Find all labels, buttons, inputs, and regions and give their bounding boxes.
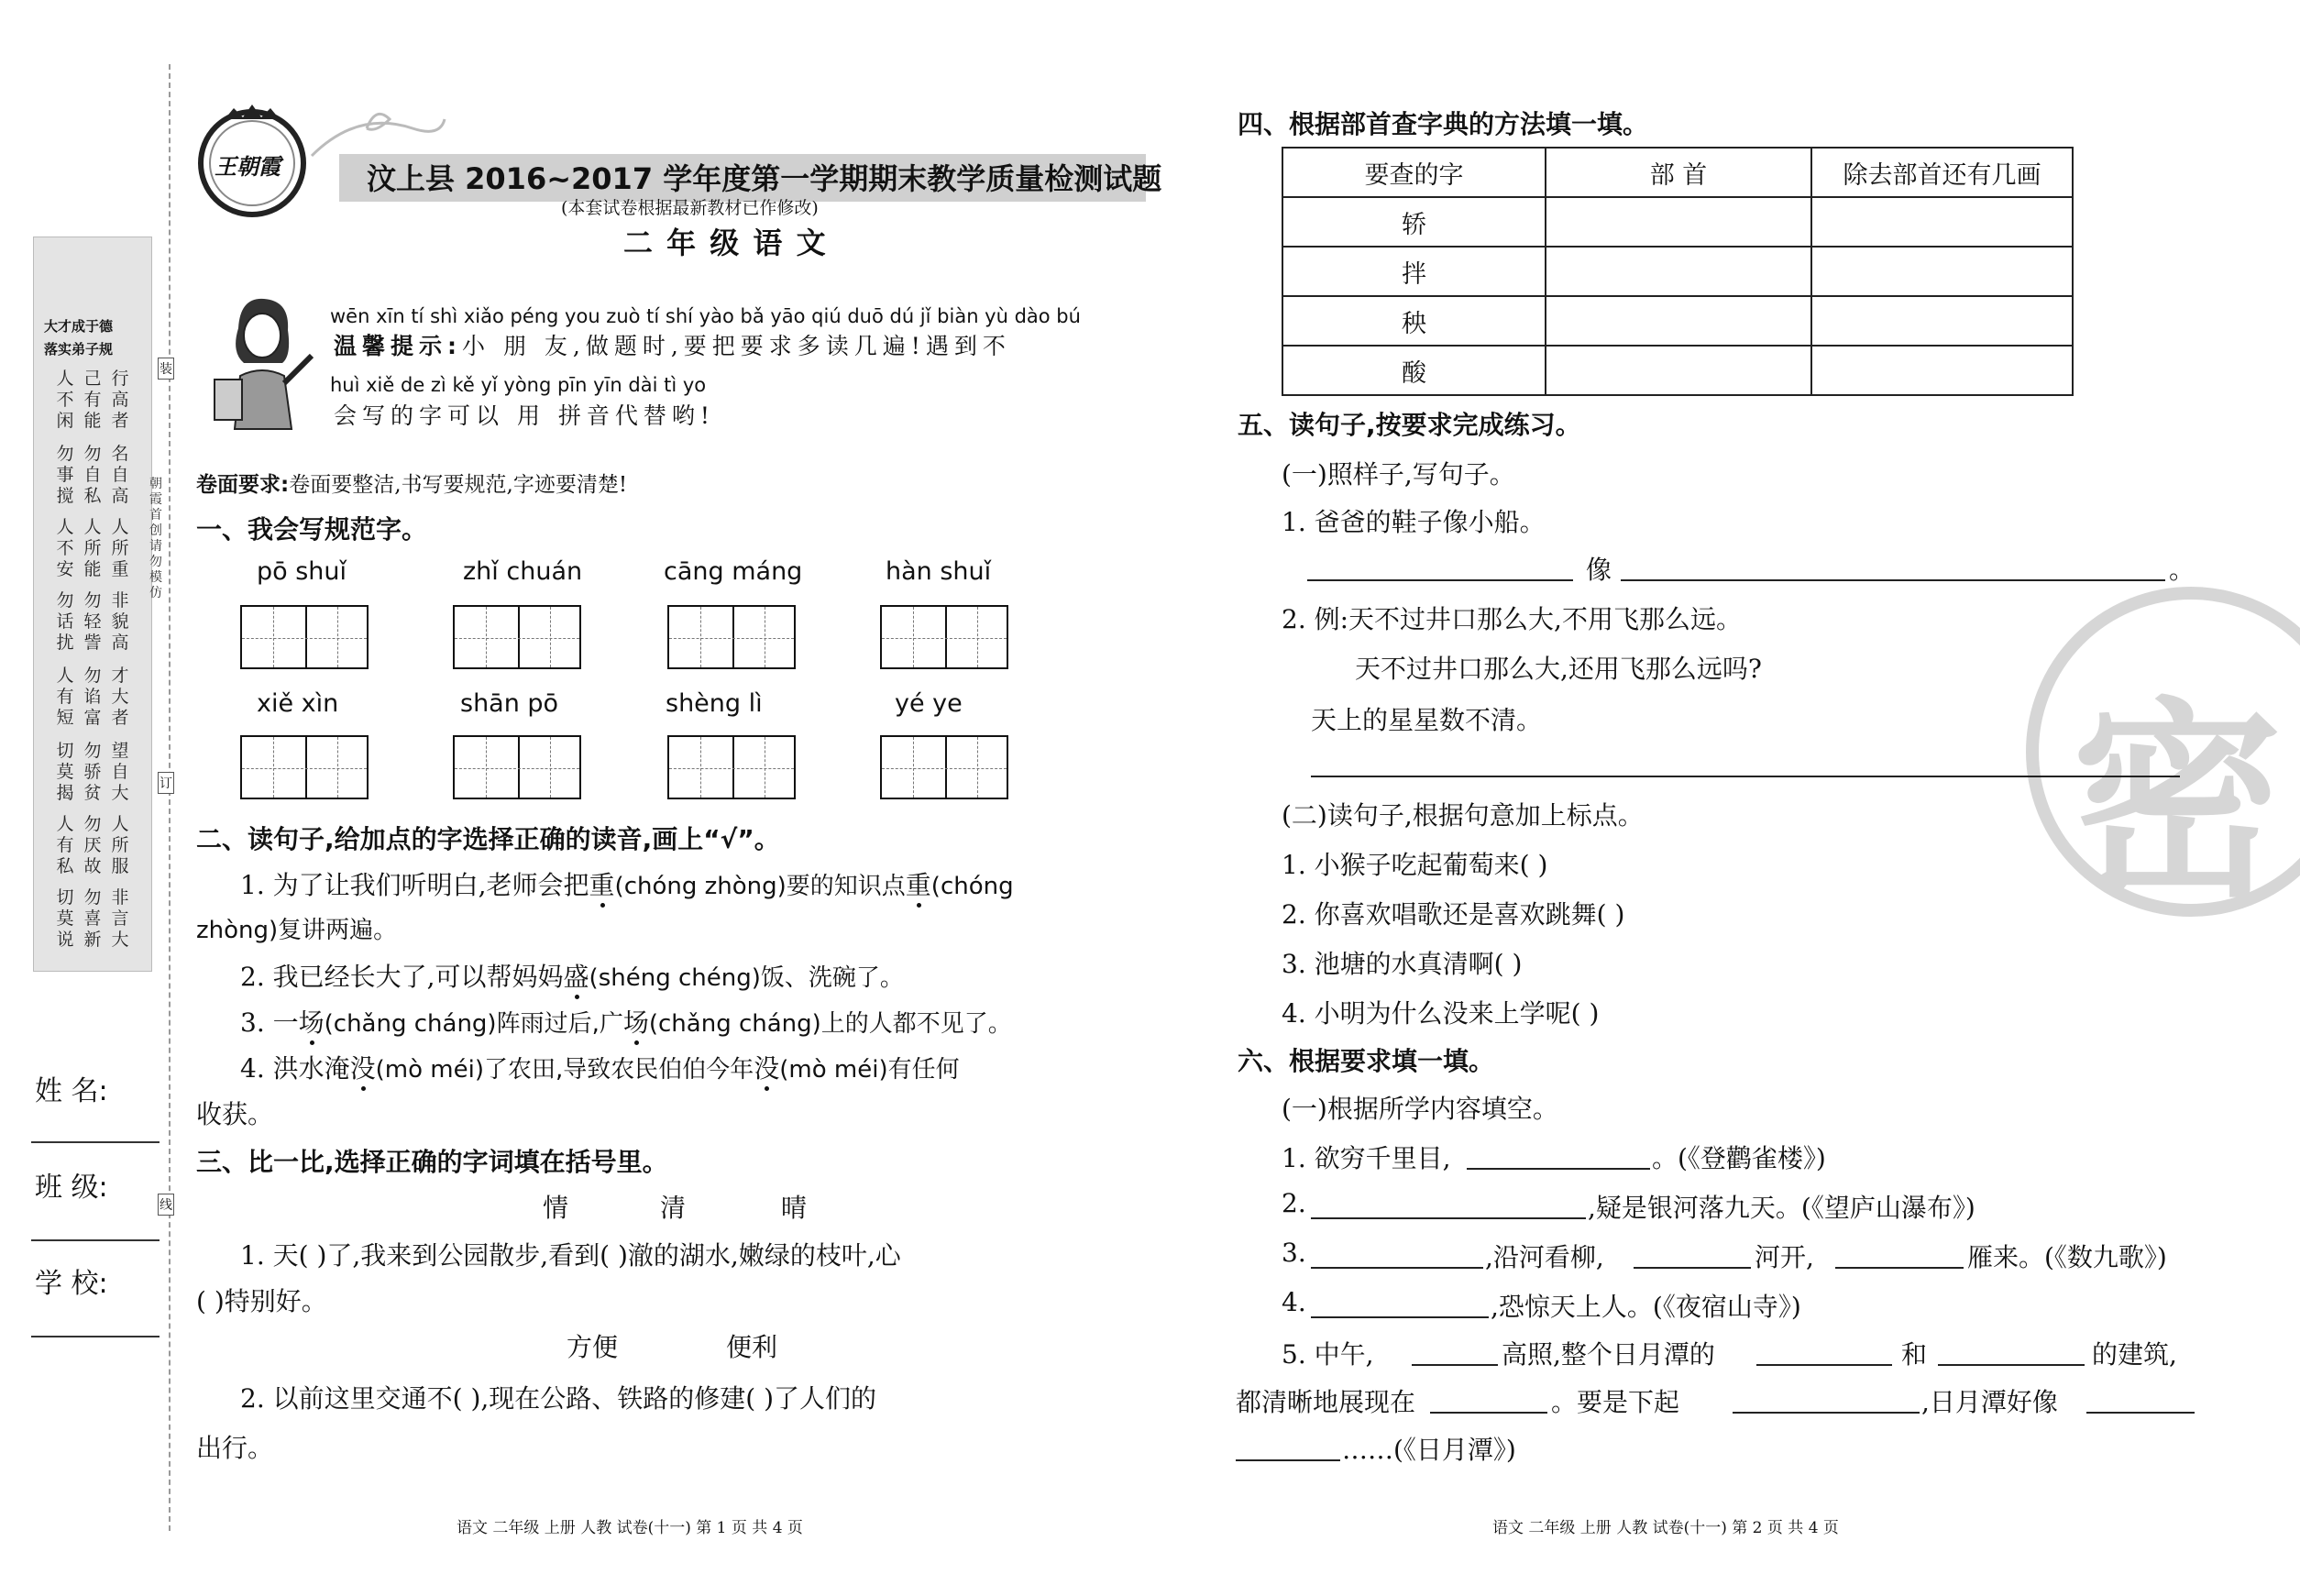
q5-part-1: (一)照样子,写句子。	[1282, 459, 1515, 490]
dotted-char: 场	[298, 1007, 325, 1038]
writing-grid[interactable]	[880, 735, 1008, 799]
dotted-char: 重	[905, 870, 931, 900]
tip-pinyin-1: wēn xīn tí shì xiǎo péng you zuò tí shí yào bǎ yāo qiú duō dú jǐ biàn yù dào bú	[330, 305, 1081, 327]
q5-period: 。	[2169, 555, 2195, 585]
school-label: 学 校:	[35, 1268, 108, 1300]
motto-col: 勿喜新	[83, 887, 102, 950]
dotted-char: 盛	[563, 962, 589, 992]
answer-line[interactable]	[1307, 579, 1573, 581]
binding-mark-top: 装	[158, 358, 174, 380]
q1-pinyin: pō shuǐ	[257, 557, 347, 586]
motto-col: 才大者	[111, 666, 129, 728]
q2-sentence-4: 4. 洪水淹没(mò méi)了农田,导致农民伯伯今年没(mò méi)有任何	[240, 1053, 960, 1084]
q6-part-1: (一)根据所学内容填空。	[1282, 1094, 1558, 1124]
q6-line-3b: ,沿河看柳,	[1485, 1242, 1604, 1272]
tip-label: 温馨提示:	[334, 333, 462, 359]
q3-choice: 方便	[567, 1332, 619, 1362]
answer-line[interactable]	[1311, 1217, 1586, 1219]
answer-line[interactable]	[1311, 1316, 1489, 1318]
dotted-char: 重	[589, 870, 615, 900]
exam-subtitle: (本套试卷根据最新教材已作修改)	[561, 198, 819, 218]
motto-col: 人有短	[56, 666, 74, 728]
q6-line-3c: 河开,	[1755, 1242, 1814, 1272]
binding-mark-mid: 订	[158, 772, 174, 794]
q3-sentence-2-cont: 出行。	[196, 1433, 274, 1463]
q1-pinyin: shèng lì	[666, 689, 763, 718]
writing-grid[interactable]	[667, 605, 796, 669]
tip-line-1	[334, 328, 1011, 361]
tip-text-1: 小 朋 友,做题时,要把要求多读几遍!遇到不	[462, 333, 1011, 359]
requirement-text: 卷面要整洁,书写要规范,字迹要清楚!	[289, 473, 628, 497]
motto-col: 人不闲	[56, 369, 74, 431]
table-cell-input[interactable]	[1546, 197, 1811, 247]
motto-col: 勿骄贫	[83, 741, 102, 803]
q6-line-3a: 3.	[1282, 1238, 1306, 1268]
q5-punct-2: 2. 你喜欢唱歌还是喜欢跳舞( )	[1282, 899, 1625, 930]
name-label: 姓 名:	[35, 1075, 108, 1107]
writing-grid[interactable]	[880, 605, 1008, 669]
q6-line-1b: 。(《登鹳雀楼》)	[1652, 1143, 1826, 1173]
dotted-char: 没	[349, 1053, 376, 1084]
motto-col: 勿轻訾	[83, 590, 102, 653]
motto-col: 非言大	[111, 887, 129, 950]
motto-top2: 落实弟子规	[44, 341, 114, 358]
q2-heading: 二、读句子,给加点的字选择正确的读音,画上“√”。	[196, 824, 780, 854]
q1-pinyin: yé ye	[895, 689, 963, 718]
paper-requirement	[196, 468, 627, 498]
table-cell-char: 轿	[1282, 197, 1546, 247]
answer-line[interactable]	[1756, 1364, 1892, 1366]
footer-right: 语文 二年级 上册 人教 试卷(十一) 第 2 页 共 4 页	[1492, 1519, 1839, 1537]
q5-punct-4: 4. 小明为什么没来上学呢( )	[1282, 998, 1600, 1029]
q3-choice: 清	[660, 1193, 687, 1223]
writing-grid[interactable]	[453, 605, 581, 669]
table-cell-char: 酸	[1282, 346, 1546, 395]
table-cell-input[interactable]	[1546, 346, 1811, 395]
q5-like-word: 像	[1586, 555, 1612, 585]
motto-col: 切莫揭	[56, 741, 74, 803]
q5-heading: 五、读句子,按要求完成练习。	[1238, 410, 1581, 440]
q1-pinyin: cāng máng	[664, 557, 803, 586]
motto-col: 人所能	[83, 517, 102, 579]
q5-part-2: (二)读句子,根据句意加上标点。	[1282, 800, 1644, 831]
q2-sentence-4-cont: 收获。	[196, 1099, 274, 1129]
answer-line[interactable]	[1311, 776, 2180, 777]
teacher-icon	[204, 292, 323, 438]
motto-col: 非貌高	[111, 590, 129, 653]
q3-choice: 便利	[726, 1332, 778, 1362]
q5-punct-1: 1. 小猴子吃起葡萄来( )	[1282, 850, 1548, 880]
q6-line-6c: ,日月潭好像	[1921, 1387, 2058, 1417]
table-header: 除去部首还有几画	[1811, 148, 2073, 197]
table-cell-char: 秧	[1282, 296, 1546, 346]
q3-choice: 情	[543, 1193, 569, 1223]
binding-mark-bot: 线	[158, 1194, 174, 1216]
side-notes: 朝霞首创 请勿模仿	[149, 477, 162, 600]
motto-top: 大才成于德	[44, 318, 114, 335]
motto-col: 己有能	[83, 369, 102, 431]
motto-col: 望自大	[111, 741, 129, 803]
q1-pinyin: xiě xìn	[257, 689, 339, 718]
q6-line-6b: 。要是下起	[1551, 1387, 1680, 1417]
q5-sentence-1: 1. 爸爸的鞋子像小船。	[1282, 507, 1546, 537]
answer-line[interactable]	[1621, 579, 2165, 581]
brand-logo	[193, 101, 312, 220]
q6-line-5c: 和	[1901, 1339, 1928, 1370]
q6-line-4b: ,恐惊天上人。(《夜宿山寺》)	[1491, 1292, 1801, 1322]
q1-pinyin: hàn shuǐ	[886, 557, 992, 586]
q6-line-2b: ,疑是银河落九天。(《望庐山瀑布》)	[1588, 1193, 1975, 1223]
q6-line-7: ……(《日月潭》)	[1342, 1435, 1516, 1465]
q2-sentence-2: 2. 我已经长大了,可以帮妈妈盛(shéng chéng)饭、洗碗了。	[240, 962, 904, 992]
q5-punct-3: 3. 池塘的水真清啊( )	[1282, 949, 1523, 979]
q1-pinyin: shān pō	[460, 689, 559, 718]
answer-line[interactable]	[2086, 1412, 2195, 1414]
q5-sentence-2b: 天不过井口那么大,还用飞那么远吗?	[1355, 654, 1762, 684]
q6-line-5b: 高照,整个日月潭的	[1502, 1339, 1715, 1370]
answer-line[interactable]	[1835, 1267, 1964, 1269]
motto-col: 名自高	[111, 444, 129, 506]
q6-line-5d: 的建筑,	[2092, 1339, 2177, 1370]
answer-line[interactable]	[1236, 1459, 1340, 1461]
requirement-label: 卷面要求:	[196, 473, 290, 497]
dotted-char: 没	[754, 1053, 780, 1084]
q3-sentence-1-cont: ( )特别好。	[196, 1286, 327, 1316]
writing-grid[interactable]	[453, 735, 581, 799]
motto-col: 切莫说	[56, 887, 74, 950]
motto-col: 勿自私	[83, 444, 102, 506]
q6-heading: 六、根据要求填一填。	[1238, 1046, 1495, 1076]
q6-line-1a: 1. 欲穷千里目,	[1282, 1143, 1451, 1173]
table-cell-input[interactable]	[1811, 346, 2073, 395]
q5-sentence-2c: 天上的星星数不清。	[1311, 705, 1543, 735]
table-cell-input[interactable]	[1546, 296, 1811, 346]
answer-line[interactable]	[1412, 1364, 1498, 1366]
motto-col: 行高者	[111, 369, 129, 431]
q6-line-5a: 5. 中午,	[1282, 1339, 1374, 1370]
q3-heading: 三、比一比,选择正确的字词填在括号里。	[196, 1147, 668, 1177]
class-field[interactable]	[31, 1239, 160, 1241]
logo-text: 王朝霞	[215, 154, 281, 180]
school-field[interactable]	[31, 1336, 160, 1337]
watermark-seal-char: 密	[2072, 681, 2283, 926]
table-cell-input[interactable]	[1546, 247, 1811, 296]
motto-col: 人有私	[56, 814, 74, 876]
q1-heading: 一、我会写规范字。	[196, 514, 428, 545]
writing-grid[interactable]	[240, 605, 369, 669]
exam-title: 汶上县 2016~2017 学年度第一学期期末教学质量检测试题	[367, 161, 1162, 196]
tip-text-2: 会写的字可以 用 拼音代替哟!	[334, 402, 715, 429]
q1-pinyin: zhǐ chuán	[463, 557, 583, 586]
table-header: 要查的字	[1282, 148, 1546, 197]
table-cell-input[interactable]	[1811, 296, 2073, 346]
motto-col: 勿事搅	[56, 444, 74, 506]
q3-sentence-2: 2. 以前这里交通不( ),现在公路、铁路的修建( )了人们的	[240, 1383, 877, 1414]
exam-grade: 二 年 级 语 文	[623, 226, 828, 260]
q6-line-6a: 都清晰地展现在	[1236, 1387, 1416, 1417]
answer-line[interactable]	[1634, 1267, 1751, 1269]
tip-pinyin-2: huì xiě de zì kě yǐ yòng pīn yīn dài tì yo	[330, 374, 707, 396]
motto-col: 勿厌故	[83, 814, 102, 876]
writing-grid[interactable]	[667, 735, 796, 799]
q3-sentence-1: 1. 天( )了,我来到公园散步,看到( )澈的湖水,嫩绿的枝叶,心	[240, 1240, 901, 1271]
table-header: 部 首	[1546, 148, 1811, 197]
q3-choice: 晴	[781, 1193, 808, 1223]
answer-line[interactable]	[1467, 1168, 1650, 1170]
q6-line-4a: 4.	[1282, 1287, 1306, 1317]
footer-left: 语文 二年级 上册 人教 试卷(十一) 第 1 页 共 4 页	[457, 1519, 803, 1537]
radical-table	[1282, 147, 2074, 396]
table-cell-input[interactable]	[1811, 247, 2073, 296]
teacher-illustration	[204, 292, 323, 442]
answer-line[interactable]	[1938, 1364, 2085, 1366]
motto-col: 人所重	[111, 517, 129, 579]
q4-heading: 四、根据部首查字典的方法填一填。	[1238, 109, 1649, 139]
table-cell-input[interactable]	[1811, 197, 2073, 247]
motto-col: 勿谄富	[83, 666, 102, 728]
writing-grid[interactable]	[240, 735, 369, 799]
q6-line-3d: 雁来。(《数九歌》)	[1967, 1242, 2167, 1272]
motto-col: 人所服	[111, 814, 129, 876]
answer-line[interactable]	[1733, 1412, 1920, 1414]
q2-sentence-1: 1. 为了让我们听明白,老师会把重(chóng zhòng)要的知识点重(chóng	[240, 870, 1014, 900]
q5-sentence-2: 2. 例:天不过井口那么大,不用飞那么远。	[1282, 604, 1742, 634]
name-field[interactable]	[31, 1141, 160, 1143]
class-label: 班 级:	[35, 1172, 108, 1204]
answer-line[interactable]	[1430, 1412, 1547, 1414]
table-cell-char: 拌	[1282, 247, 1546, 296]
motto-col: 勿话扰	[56, 590, 74, 653]
binding-dash-line	[169, 64, 171, 1531]
q2-sentence-1-cont: zhòng)复讲两遍。	[196, 917, 398, 944]
answer-line[interactable]	[1311, 1267, 1483, 1269]
dotted-char: 场	[622, 1007, 649, 1038]
q2-sentence-3: 3. 一场(chǎng cháng)阵雨过后,广场(chǎng cháng)上的人都不见了。	[240, 1007, 1012, 1038]
q6-line-2a: 2.	[1282, 1188, 1306, 1218]
motto-col: 人不安	[56, 517, 74, 579]
